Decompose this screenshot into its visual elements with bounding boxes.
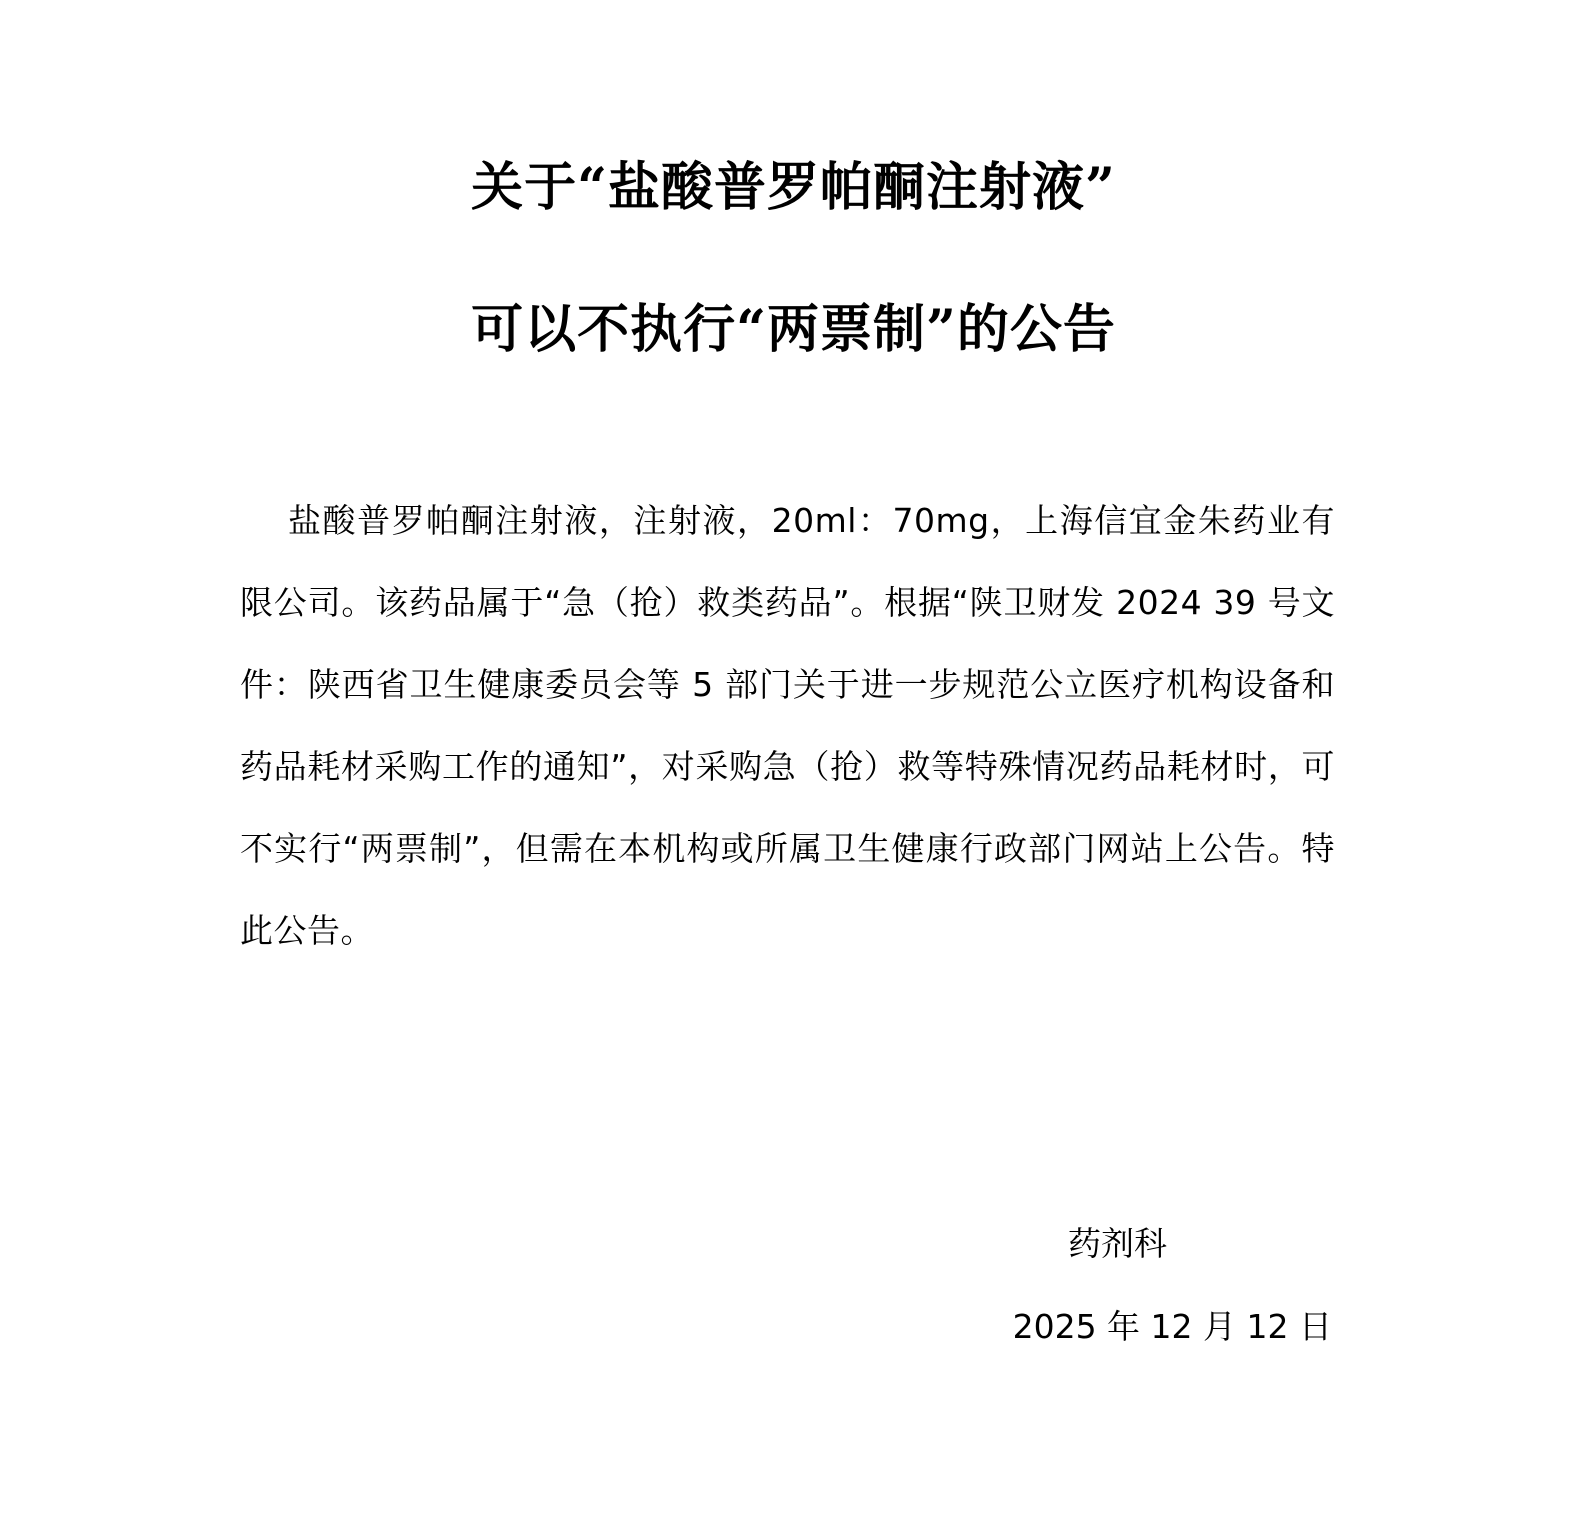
document-title-line1: 关于“盐酸普罗帕酮注射液” [471, 157, 1116, 218]
document-date: 2025 年 12 月 12 日 [1012, 1307, 1332, 1346]
document-body: 盐酸普罗帕酮注射液，注射液，20ml：70mg，上海信宜金朱药业有限公司。该药品属于“急（抢）救类药品”。根据“陕卫财发 2024 39 号文件：陕西省卫生健康委员会等 5 部门关于进一步规范公立医疗机构设备和药品耗材采购工作的通知”，对采购急（抢）救等特殊情况药品耗材时，可不实行“两票制”，但需在本机构或所属卫生健康行政部门网站上公告。特此公告。 [240, 501, 1335, 950]
document-title-line2: 可以不执行“两票制”的公告 [471, 299, 1116, 360]
signature-department: 药剂科 [1068, 1224, 1167, 1263]
